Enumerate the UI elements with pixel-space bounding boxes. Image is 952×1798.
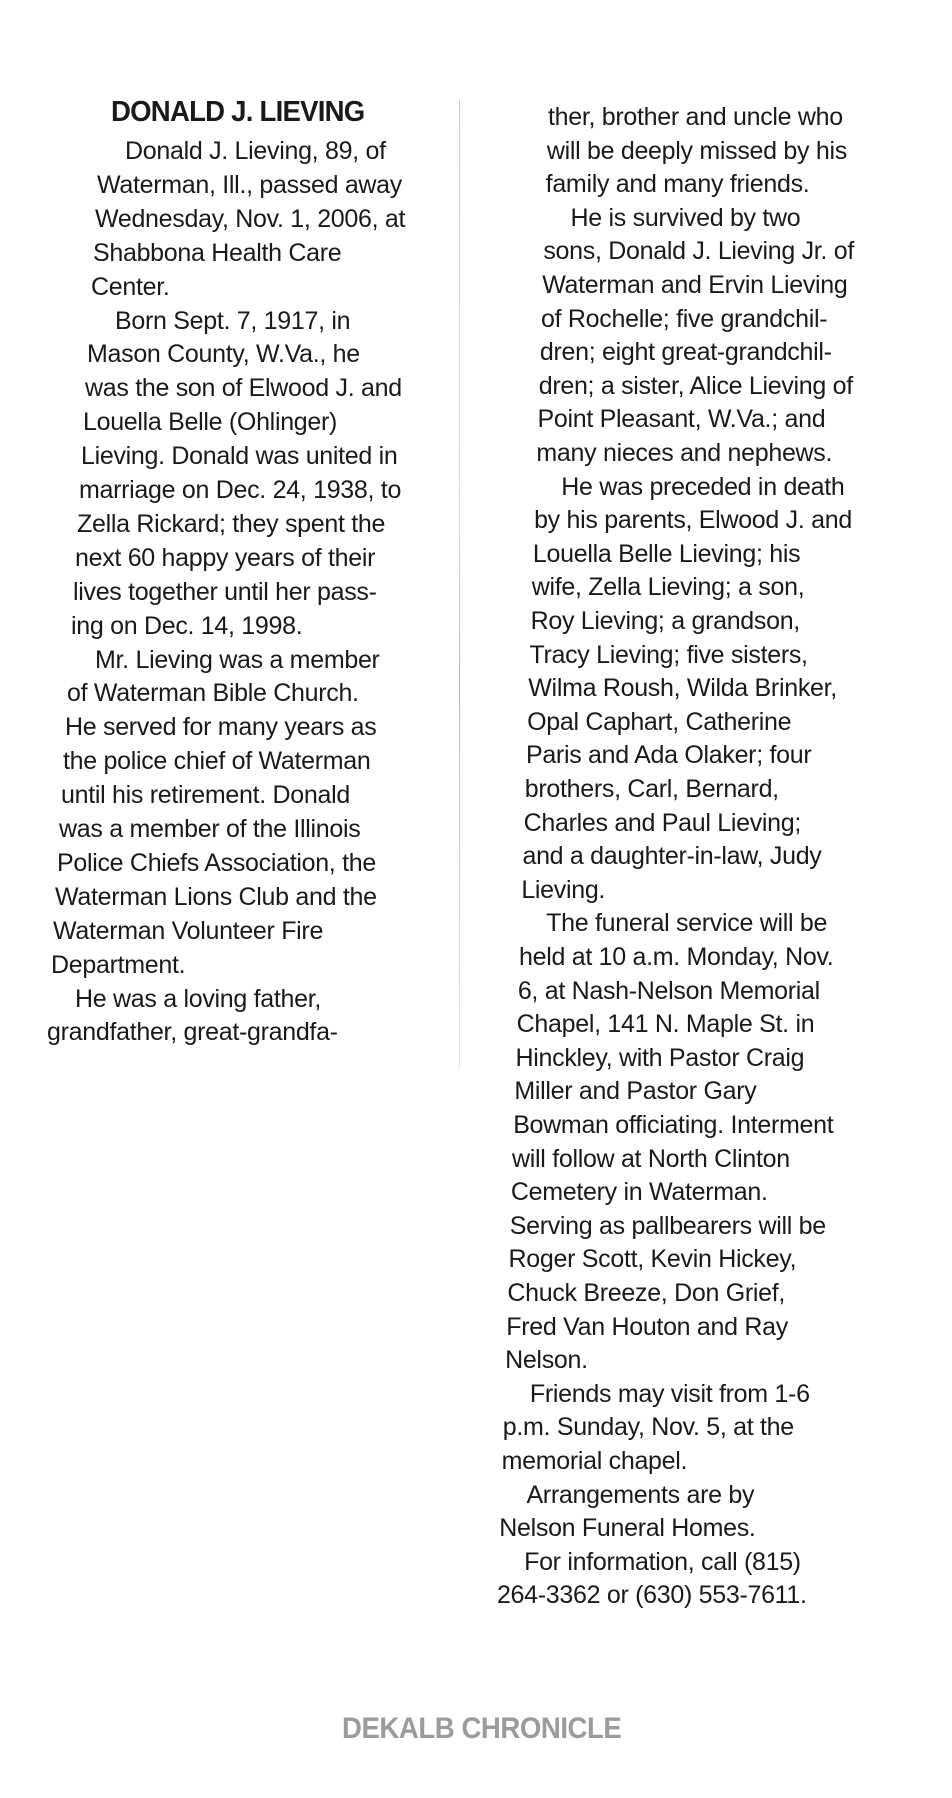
text-line: Chuck Breeze, Don Grief, bbox=[507, 1279, 786, 1307]
text-line: ther, brother and uncle who bbox=[548, 103, 843, 131]
text-line: Donald J. Lieving, 89, of bbox=[125, 137, 386, 165]
text-line: Wilma Roush, Wilda Brinker, bbox=[528, 674, 837, 703]
text-line: was the son of Elwood J. and bbox=[85, 374, 402, 403]
text-line: was a member of the Illinois bbox=[59, 815, 361, 843]
text-line: Charles and Paul Lieving; bbox=[523, 808, 802, 837]
text-line: will follow at North Clinton bbox=[512, 1144, 790, 1173]
text-line: Roy Lieving; a grandson, bbox=[530, 607, 800, 635]
text-line: by his parents, Elwood J. and bbox=[534, 506, 852, 535]
text-line: will be deeply missed by his bbox=[546, 136, 847, 165]
text-line: Opal Caphart, Catherine bbox=[527, 707, 792, 736]
text-line: Mr. Lieving was a member bbox=[95, 645, 380, 674]
text-line: until his retirement. Donald bbox=[61, 781, 350, 810]
text-line: many nieces and nephews. bbox=[536, 439, 833, 467]
newspaper-stamp: DEKALB CHRONICLE bbox=[342, 1712, 622, 1745]
text-line: Cemetery in Waterman. bbox=[510, 1178, 768, 1207]
text-line: The funeral service will be bbox=[546, 909, 828, 938]
text-line: Waterman, Ill., passed away bbox=[97, 170, 402, 199]
text-line: Fred Van Houton and Ray bbox=[506, 1312, 788, 1341]
text-line: Nelson Funeral Homes. bbox=[499, 1514, 756, 1543]
text-line: grandfather, great-grandfa- bbox=[47, 1018, 338, 1047]
text-line: brothers, Carl, Bernard, bbox=[524, 775, 779, 803]
text-line: Lieving. Donald was united in bbox=[81, 442, 398, 471]
text-line: Miller and Pastor Gary bbox=[514, 1077, 757, 1106]
text-line: Shabbona Health Care bbox=[93, 238, 342, 267]
text-line: Center. bbox=[91, 272, 170, 301]
text-line: sons, Donald J. Lieving Jr. of bbox=[543, 237, 854, 266]
text-line: next 60 happy years of their bbox=[75, 543, 376, 572]
text-line: For information, call (815) bbox=[524, 1547, 801, 1576]
text-line: Point Pleasant, W.Va.; and bbox=[537, 405, 826, 434]
text-line: of Rochelle; five grandchil- bbox=[541, 304, 828, 333]
text-line: dren; a sister, Alice Lieving of bbox=[538, 371, 853, 400]
text-line: Waterman and Ervin Lieving bbox=[542, 271, 848, 299]
text-line: Bowman officiating. Interment bbox=[513, 1111, 834, 1139]
text-line: He was preceded in death bbox=[561, 472, 845, 501]
text-line: Waterman Lions Club and the bbox=[55, 882, 377, 911]
obituary-title: DONALD J. LIEVING bbox=[111, 96, 365, 128]
text-line: memorial chapel. bbox=[501, 1447, 688, 1475]
text-line: Chapel, 141 N. Maple St. in bbox=[516, 1010, 815, 1039]
text-line: family and many friends. bbox=[545, 170, 810, 199]
text-line: Louella Belle (Ohlinger) bbox=[83, 408, 338, 437]
text-line: dren; eight great-grandchil- bbox=[539, 338, 832, 367]
text-line: Roger Scott, Kevin Hickey, bbox=[508, 1245, 797, 1274]
text-line: marriage on Dec. 24, 1938, to bbox=[79, 476, 402, 504]
text-line: Mason County, W.Va., he bbox=[87, 340, 360, 369]
text-line: and a daughter-in-law, Judy bbox=[522, 842, 822, 871]
text-line: He was a loving father, bbox=[75, 984, 322, 1013]
text-line: Waterman Volunteer Fire bbox=[53, 916, 324, 945]
text-line: Paris and Ada Olaker; four bbox=[525, 741, 812, 770]
text-line: the police chief of Waterman bbox=[63, 747, 371, 776]
text-line: ing on Dec. 14, 1998. bbox=[71, 611, 303, 640]
text-line: 264-3362 or (630) 553-7611. bbox=[496, 1581, 807, 1610]
text-line: held at 10 a.m. Monday, Nov. bbox=[519, 943, 834, 971]
text-line: Friends may visit from 1-6 bbox=[529, 1379, 810, 1408]
text-line: Hinckley, with Pastor Craig bbox=[515, 1043, 805, 1072]
text-line: Zella Rickard; they spent the bbox=[77, 509, 386, 538]
text-line: p.m. Sunday, Nov. 5, at the bbox=[502, 1413, 794, 1442]
text-line: Louella Belle Lieving; his bbox=[532, 539, 801, 568]
text-line: Arrangements are by bbox=[526, 1480, 755, 1509]
text-line: He is survived by two bbox=[570, 203, 801, 232]
text-line: Serving as pallbearers will be bbox=[509, 1211, 826, 1240]
column-divider bbox=[459, 100, 460, 1070]
text-line: Nelson. bbox=[505, 1346, 588, 1375]
text-line: Police Chiefs Association, the bbox=[57, 848, 376, 877]
text-line: Born Sept. 7, 1917, in bbox=[115, 306, 351, 335]
text-line: of Waterman Bible Church. bbox=[67, 679, 359, 708]
text-line: lives together until her pass- bbox=[73, 577, 377, 606]
text-line: He served for many years as bbox=[65, 713, 377, 742]
text-line: Tracy Lieving; five sisters, bbox=[529, 640, 808, 669]
text-line: Wednesday, Nov. 1, 2006, at bbox=[95, 204, 406, 233]
text-line: wife, Zella Lieving; a son, bbox=[531, 573, 805, 602]
text-line: 6, at Nash-Nelson Memorial bbox=[517, 976, 820, 1005]
text-line: Lieving. bbox=[521, 875, 606, 904]
text-line: Department. bbox=[51, 950, 186, 979]
